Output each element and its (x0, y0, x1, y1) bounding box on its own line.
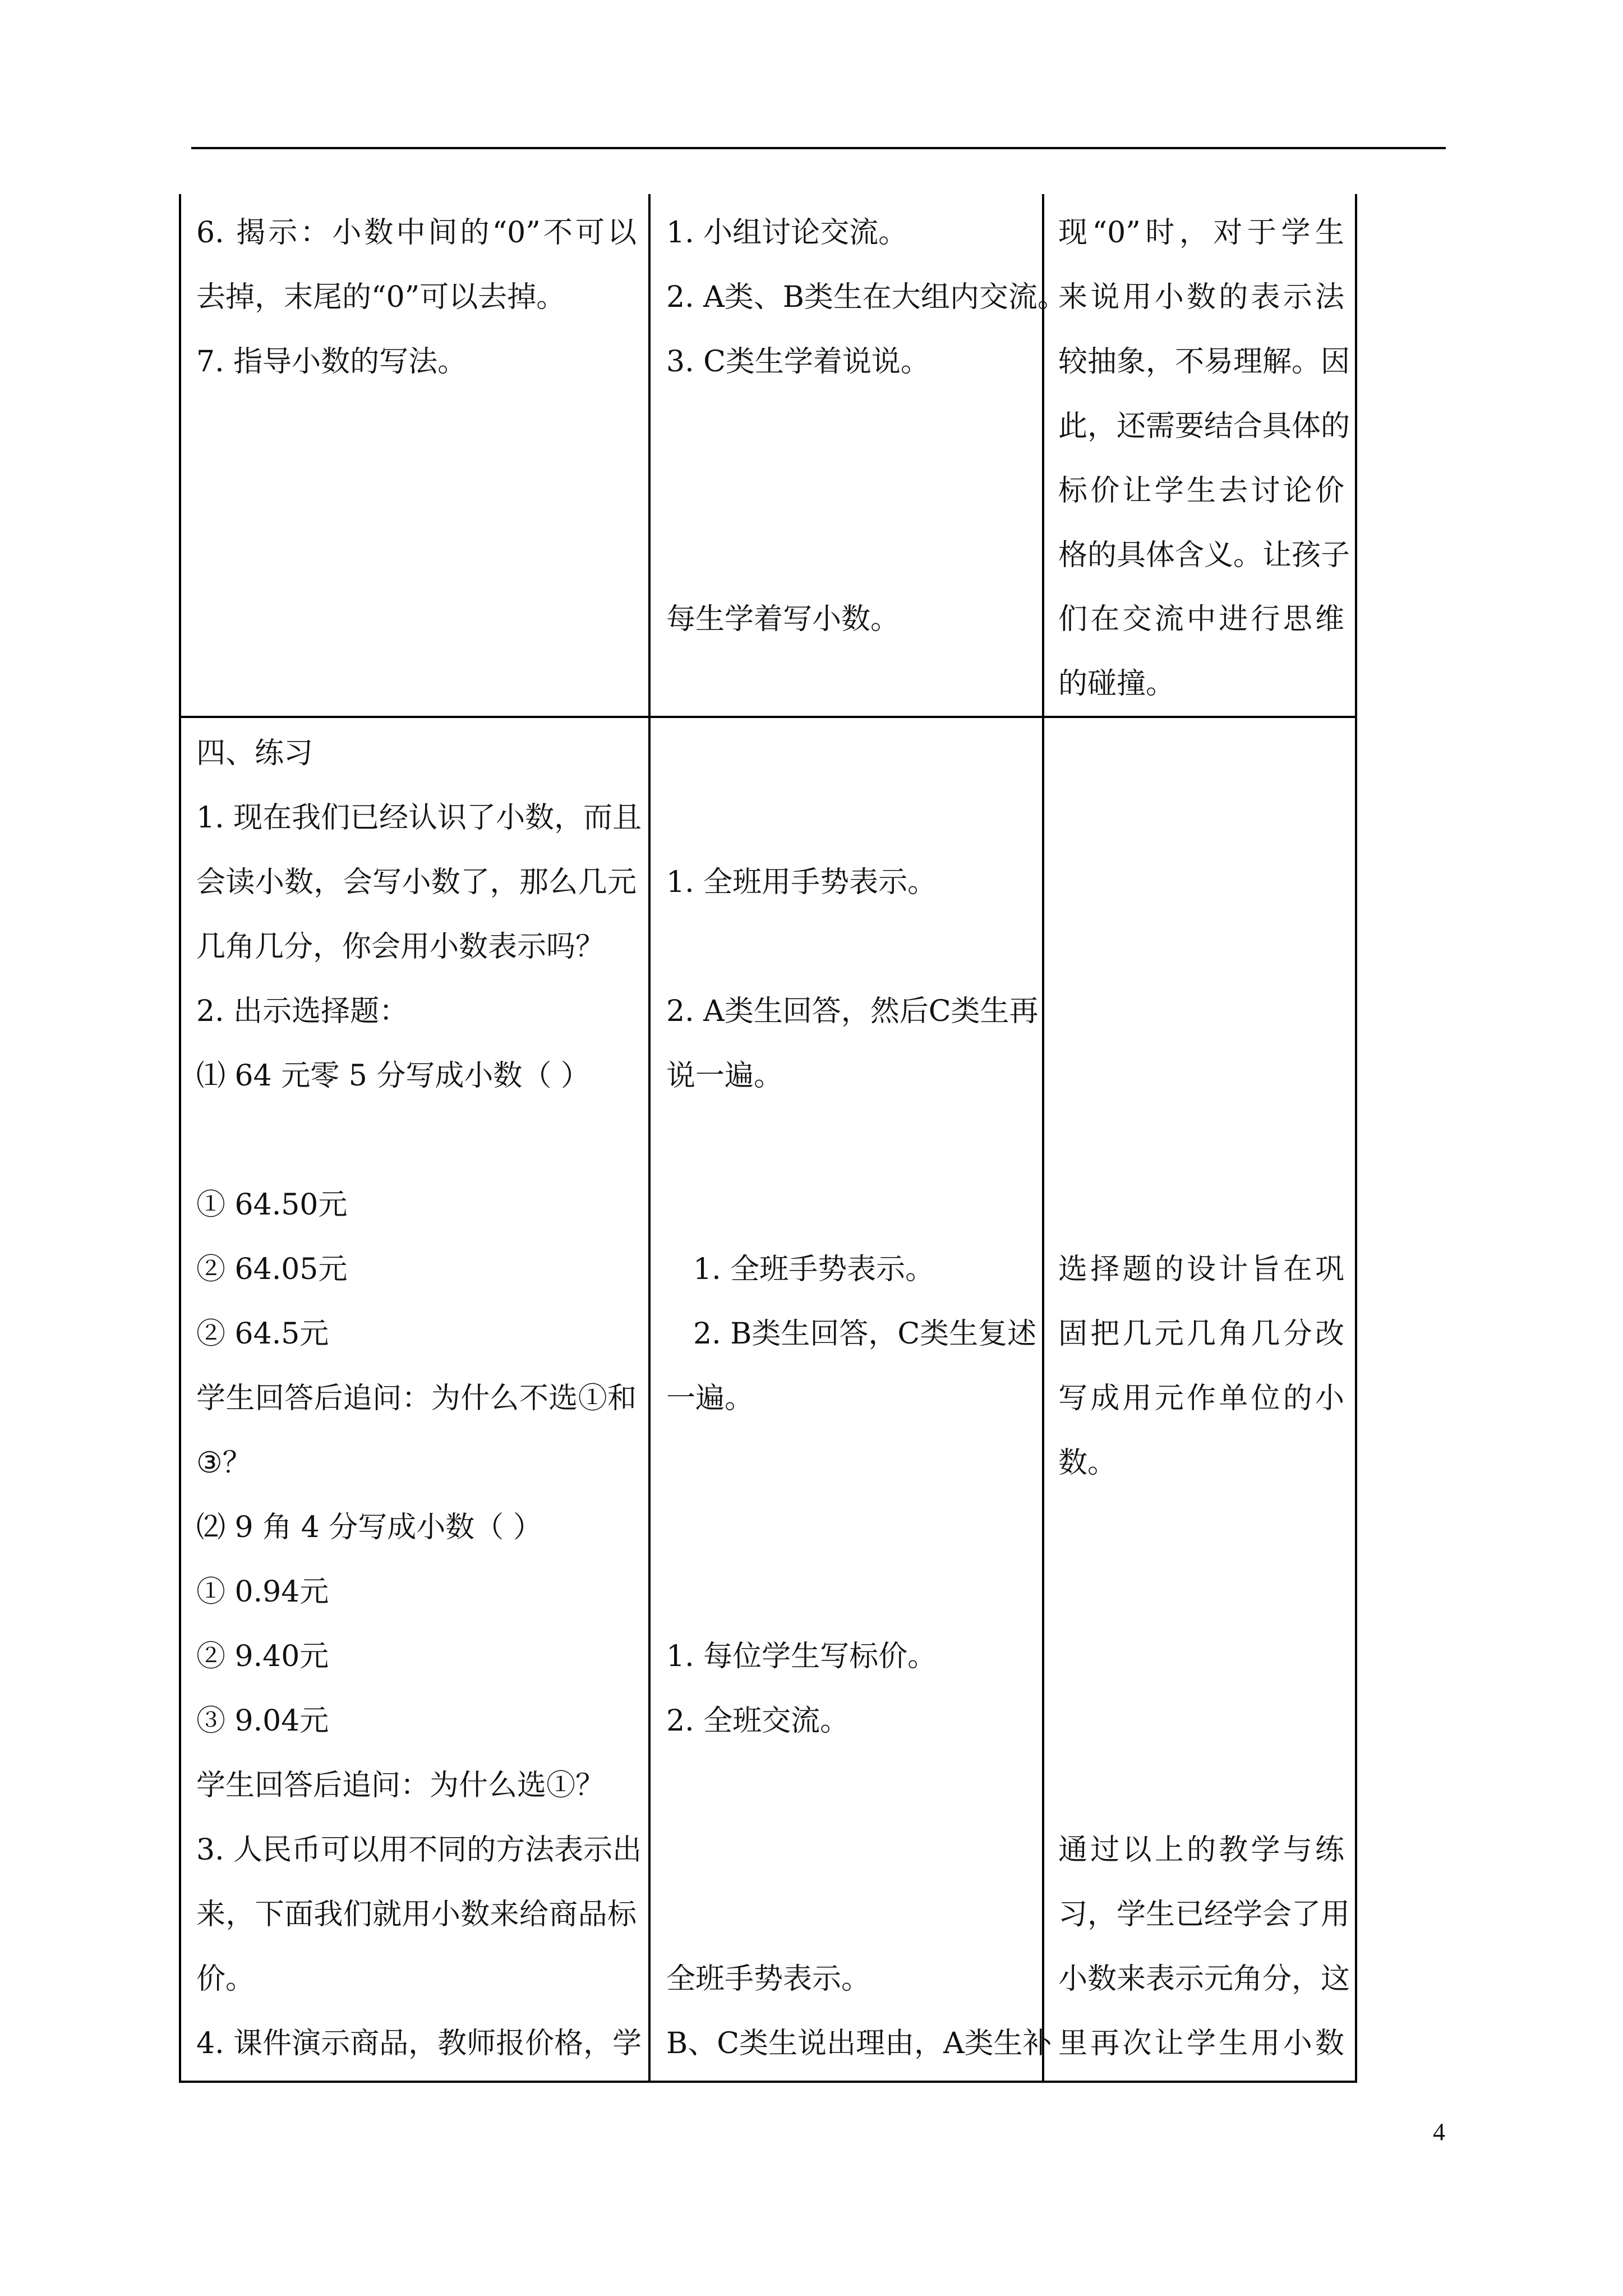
header-rule (191, 147, 1446, 149)
row2-col1-line: 4. 课件演示商品，教师报价格，学 (196, 2027, 642, 2060)
row2-col1-line: ② 9.40元 (196, 1640, 329, 1673)
row2-col1-line: 学生回答后追问：为什么不选①和 (196, 1382, 637, 1415)
row2-col2-line: 2. 全班交流。 (666, 1704, 850, 1738)
row2-col1-line: 1. 现在我们已经认识了小数，而且 (196, 801, 642, 835)
row2-col3-line: 习，学生已经学会了用 (1058, 1898, 1350, 1931)
row1-col3-line: 此，还需要结合具体的 (1058, 409, 1350, 443)
row1-col3-line: 标价让学生去讨论价 (1058, 474, 1344, 508)
row1-col3-line: 较抽象，不易理解。因 (1058, 345, 1350, 379)
row2-col3-line: 小数来表示元角分，这 (1058, 1962, 1350, 1996)
table-border-col2 (648, 194, 651, 2083)
row2-col1-line: 四、练习 (196, 737, 313, 770)
row2-col1-line: 会读小数，会写小数了，那么几元 (196, 866, 637, 899)
row2-col2-line: 说一遍。 (666, 1059, 783, 1093)
table-row-divider (179, 716, 1357, 718)
row2-col1-line: ⑵ 9 角 4 分写成小数（ ） (196, 1511, 542, 1544)
row1-col3-line: 的碰撞。 (1058, 667, 1175, 701)
row1-col3-line: 来说用小数的表示法 (1058, 280, 1344, 314)
row1-col3-line: 格的具体含义。让孩子 (1058, 539, 1350, 572)
row2-col1-line: 学生回答后追问：为什么选①？ (196, 1769, 605, 1802)
row2-col3-line: 里再次让学生用小数 (1058, 2027, 1344, 2060)
table-border-right (1355, 194, 1357, 2083)
row1-col3-line: 们在交流中进行思维 (1058, 602, 1344, 636)
row2-col3-line: 通过以上的教学与练 (1058, 1833, 1344, 1867)
row2-col2-line: B、C类生说出理由，A类生补 (666, 2027, 1052, 2060)
row1-col3-line: 现“0”时，对于学生 (1058, 216, 1344, 250)
row2-col3-line: 写成用元作单位的小 (1058, 1382, 1344, 1415)
row2-col3-line: 数。 (1058, 1446, 1117, 1480)
row1-col1-line: 去掉，末尾的“0”可以去掉。 (196, 280, 566, 314)
row1-col2-line: 3. C类生学着说说。 (666, 345, 930, 379)
row1-col1-line: 7. 指导小数的写法。 (196, 345, 467, 379)
row2-col2-line: 2. B类生回答，C类生复述 (693, 1317, 1037, 1351)
table-border-col3 (1042, 194, 1044, 2083)
row2-col1-line: ① 64.50元 (196, 1188, 348, 1222)
row2-col3-line: 固把几元几角几分改 (1058, 1317, 1344, 1351)
row2-col1-line: ② 64.05元 (196, 1253, 348, 1286)
table-border-bottom (179, 2081, 1357, 2083)
row2-col1-line: ③？ (196, 1446, 252, 1480)
row2-col2-line: 2. A类生回答，然后C类生再 (666, 995, 1039, 1028)
row2-col1-line: 来，下面我们就用小数来给商品标 (196, 1898, 637, 1931)
row1-col2-line: 每生学着写小数。 (666, 602, 900, 636)
row2-col1-line: 几角几分，你会用小数表示吗？ (196, 930, 605, 964)
row1-col1-line: 6. 揭示：小数中间的“0”不可以 (196, 216, 637, 250)
row2-col2-line: 1. 每位学生写标价。 (666, 1640, 937, 1673)
row2-col2-line: 1. 全班手势表示。 (693, 1253, 935, 1286)
row2-col1-line: 2. 出示选择题： (196, 995, 409, 1028)
table-border-left (179, 194, 181, 2083)
row2-col2-line: 一遍。 (666, 1382, 754, 1415)
row2-col1-line: 3. 人民币可以用不同的方法表示出 (196, 1833, 642, 1867)
row2-col1-line: ① 0.94元 (196, 1575, 329, 1609)
page-number: 4 (1433, 2118, 1445, 2146)
row2-col3-line: 选择题的设计旨在巩 (1058, 1253, 1344, 1286)
row2-col1-line: 价。 (196, 1962, 255, 1996)
row1-col2-line: 1. 小组讨论交流。 (666, 216, 908, 250)
row2-col1-line: ③ 9.04元 (196, 1704, 329, 1738)
row2-col2-line: 1. 全班用手势表示。 (666, 866, 937, 899)
row2-col2-line: 全班手势表示。 (666, 1962, 871, 1996)
row2-col1-line: ② 64.5元 (196, 1317, 329, 1351)
row1-col2-line: 2. A类、B类生在大组内交流。 (666, 280, 1067, 314)
row2-col1-line: ⑴ 64 元零 5 分写成小数（ ） (196, 1059, 590, 1093)
